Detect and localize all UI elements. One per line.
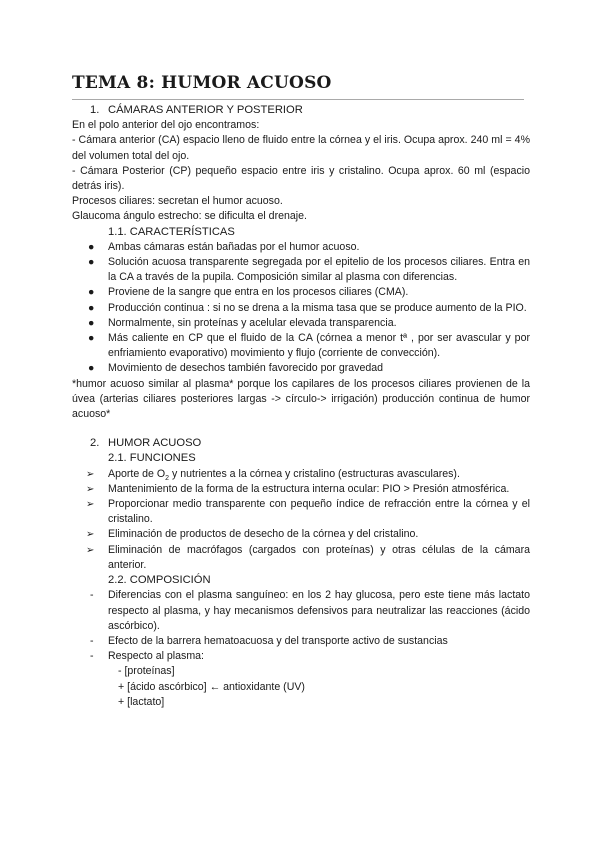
paragraph: Glaucoma ángulo estrecho: se dificulta el drenaje. [72,210,307,223]
spacer [72,422,530,436]
section-2-heading [90,436,530,451]
list-item: - Efecto de la barrera hematoacuosa y del transporte activo de sustancias [72,634,530,649]
paragraph: - Cámara anterior (CA) espacio lleno de fluido entre la córnea y el iris. Ocupa aprox. 240 ml = 4% del volumen total del ojo. [72,134,530,162]
note-paragraph: *humor acuoso similar al plasma* porque los capilares de los procesos ciliares provienen de la úvea (arterias ciliares posteriores largas -> círculo-> irrigación) producción continua de humor acuoso* [72,377,530,421]
list-item: ➢ Mantenimiento de la forma de la estructura interna ocular: PIO > Presión atmosférica. [72,482,530,497]
paragraph: En el polo anterior del ojo encontramos: [72,119,260,132]
composition-list [72,588,530,664]
section-1-title: CÁMARAS ANTERIOR Y POSTERIOR [108,104,303,116]
list-item: ➢ Eliminación de productos de desecho de la córnea y del cristalino. [72,527,530,542]
page-title: TEMA 8: HUMOR ACUOSO [72,73,332,93]
section-2-number: 2. [90,437,100,450]
subsection-1-1-heading: 1.1. CARACTERÍSTICAS [108,225,235,238]
bullet-icon: ● [88,240,95,253]
list-item: ● Producción continua : si no se drena a la misma tasa que se produce aumento de la PIO. [72,301,530,316]
paragraph: - Cámara Posterior (CP) pequeño espacio entre iris y cristalino. Ocupa aprox. 60 ml (espacio detrás iris). [72,164,530,193]
list-item: ● Normalmente, sin proteínas y acelular elevada transparencia. [72,316,530,331]
list-item: ● Proviene de la sangre que entra en los procesos ciliares (CMA). [72,285,530,300]
arrow-bullet-icon: ➢ [86,529,95,541]
subsection-2-1-heading: 2.1. FUNCIONES [108,452,196,465]
arrow-bullet-icon: ➢ [86,468,95,480]
list-item: ➢ Proporcionar medio transparente con pequeño índice de refracción entre la córnea y el cristalino. [86,498,530,526]
bullet-icon: ● [88,362,95,375]
list-item: ● Movimiento de desechos también favorecido por gravedad [72,361,530,376]
dash-bullet: - [90,589,94,602]
plasma-item: + [ácido ascórbico] ← antioxidante (UV) [118,680,305,693]
section-1-number: 1. [90,104,100,116]
arrow-bullet-icon: ➢ [86,499,95,511]
bullet-icon: ● [88,286,95,299]
subsection-2-2-heading: 2.2. COMPOSICIÓN [108,574,211,587]
list-item: ● Más caliente en CP que el fluido de la CA (córnea a menor tª , por ser avascular y por enfriamiento evaporativo) movimiento y flujo (corriente de convección). [88,332,530,360]
bullet-icon: ● [88,256,95,269]
list-item: - Respecto al plasma: [72,649,530,664]
section-1-heading [90,103,530,118]
list-item: ● Solución acuosa transparente segregada por el epitelio de los procesos ciliares. Entra en la CA a través de la pupila. Composición similar al plasma con diferencias. [88,256,530,284]
plasma-item: + [lactato] [118,695,165,708]
section-2-title: HUMOR ACUOSO [108,437,202,450]
arrow-bullet-icon: ➢ [86,544,95,556]
characteristics-list [72,240,530,377]
list-item: ➢ Eliminación de macrófagos (cargados con proteínas) y otras células de la cámara anterior. [86,543,530,571]
dash-bullet: - [90,634,94,647]
arrow-bullet-icon: ➢ [86,483,95,495]
bullet-icon: ● [88,332,95,345]
functions-list [72,467,530,573]
title-divider [72,99,524,100]
dash-bullet: - [90,650,94,663]
bullet-icon: ● [88,316,95,329]
list-item: ● Ambas cámaras están bañadas por el humor acuoso. [72,240,530,255]
plasma-item: - [proteínas] [118,665,175,678]
bullet-icon: ● [88,301,95,314]
list-item: - Diferencias con el plasma sanguíneo: en los 2 hay glucosa, pero este tiene más lactato respecto al plasma, y hay mecanismos defensivos para neutralizar las reacciones (ácido ascórbico). [90,589,530,632]
list-item: ➢ Aporte de $O_2$ y nutrientes a la córnea y cristalino (estructuras avasculares). [86,467,460,482]
paragraph: Procesos ciliares: secretan el humor acuoso. [72,195,283,208]
